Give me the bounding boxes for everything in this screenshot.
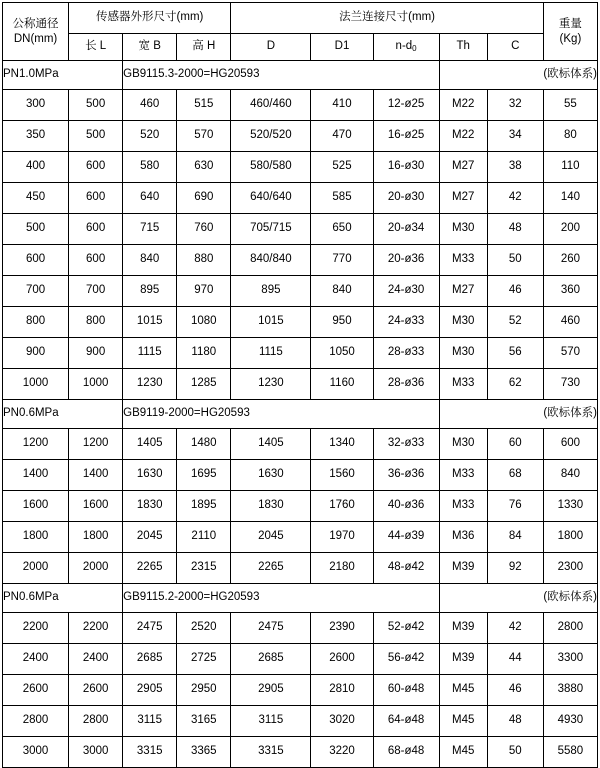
cell-d1: 2600 xyxy=(311,644,373,675)
cell-h: 2110 xyxy=(177,522,231,553)
header-c: C xyxy=(487,34,543,61)
cell-d: 460/460 xyxy=(231,90,311,121)
cell-d: 1115 xyxy=(231,338,311,369)
cell-d: 640/640 xyxy=(231,183,311,214)
cell-b: 3315 xyxy=(123,737,177,768)
cell-dn: 1000 xyxy=(3,369,69,400)
cell-d: 1405 xyxy=(231,429,311,460)
cell-b: 1830 xyxy=(123,491,177,522)
table-header-group-row xyxy=(3,3,598,34)
cell-d: 580/580 xyxy=(231,152,311,183)
cell-dn: 450 xyxy=(3,183,69,214)
cell-l: 1800 xyxy=(69,522,123,553)
band-header-row xyxy=(3,400,598,429)
cell-weight: 5580 xyxy=(543,737,597,768)
header-flange-dimensions: 法兰连接尺寸(mm) xyxy=(231,3,544,34)
cell-l: 1600 xyxy=(69,491,123,522)
cell-h: 630 xyxy=(177,152,231,183)
cell-c: 46 xyxy=(487,675,543,706)
cell-c: 32 xyxy=(487,90,543,121)
cell-b: 2905 xyxy=(123,675,177,706)
cell-c: 48 xyxy=(487,214,543,245)
cell-d1: 525 xyxy=(311,152,373,183)
cell-th: M30 xyxy=(439,214,487,245)
cell-th: M30 xyxy=(439,307,487,338)
cell-d1: 650 xyxy=(311,214,373,245)
header-n-d0 xyxy=(373,34,439,61)
cell-h: 690 xyxy=(177,183,231,214)
cell-h: 1080 xyxy=(177,307,231,338)
band-pressure: PN0.6MPa xyxy=(3,584,123,613)
cell-nd0: 16-ø30 xyxy=(373,152,439,183)
table-row xyxy=(3,675,598,706)
cell-nd0: 56-ø42 xyxy=(373,644,439,675)
cell-h: 3165 xyxy=(177,706,231,737)
cell-weight: 1330 xyxy=(543,491,597,522)
cell-h: 2315 xyxy=(177,553,231,584)
cell-nd0: 40-ø36 xyxy=(373,491,439,522)
cell-d1: 410 xyxy=(311,90,373,121)
cell-l: 600 xyxy=(69,245,123,276)
cell-dn: 2200 xyxy=(3,613,69,644)
cell-b: 715 xyxy=(123,214,177,245)
cell-d1: 2390 xyxy=(311,613,373,644)
cell-d1: 585 xyxy=(311,183,373,214)
cell-dn: 1800 xyxy=(3,522,69,553)
cell-weight: 4930 xyxy=(543,706,597,737)
cell-d1: 1340 xyxy=(311,429,373,460)
cell-h: 1480 xyxy=(177,429,231,460)
header-dn xyxy=(3,3,69,61)
cell-d1: 470 xyxy=(311,121,373,152)
cell-b: 2045 xyxy=(123,522,177,553)
cell-d1: 2810 xyxy=(311,675,373,706)
cell-l: 800 xyxy=(69,307,123,338)
cell-b: 895 xyxy=(123,276,177,307)
cell-c: 42 xyxy=(487,183,543,214)
cell-b: 3115 xyxy=(123,706,177,737)
cell-h: 570 xyxy=(177,121,231,152)
cell-d: 3315 xyxy=(231,737,311,768)
cell-c: 92 xyxy=(487,553,543,584)
cell-d1: 1560 xyxy=(311,460,373,491)
table-row xyxy=(3,737,598,768)
cell-l: 1000 xyxy=(69,369,123,400)
sensor-dimension-table xyxy=(2,2,598,768)
cell-c: 56 xyxy=(487,338,543,369)
cell-th: M36 xyxy=(439,522,487,553)
cell-weight: 360 xyxy=(543,276,597,307)
cell-h: 2950 xyxy=(177,675,231,706)
cell-l: 2200 xyxy=(69,613,123,644)
header-n-d0-subscript: 0 xyxy=(412,44,417,54)
table-row xyxy=(3,491,598,522)
cell-b: 840 xyxy=(123,245,177,276)
cell-th: M45 xyxy=(439,675,487,706)
cell-weight: 110 xyxy=(543,152,597,183)
table-row xyxy=(3,613,598,644)
cell-c: 76 xyxy=(487,491,543,522)
cell-b: 460 xyxy=(123,90,177,121)
cell-l: 2400 xyxy=(69,644,123,675)
cell-c: 46 xyxy=(487,276,543,307)
cell-d: 895 xyxy=(231,276,311,307)
cell-b: 1230 xyxy=(123,369,177,400)
cell-l: 1200 xyxy=(69,429,123,460)
cell-l: 600 xyxy=(69,152,123,183)
cell-c: 34 xyxy=(487,121,543,152)
cell-l: 2000 xyxy=(69,553,123,584)
cell-d: 2475 xyxy=(231,613,311,644)
cell-th: M33 xyxy=(439,245,487,276)
band-header-row xyxy=(3,61,598,90)
cell-h: 1895 xyxy=(177,491,231,522)
cell-d1: 950 xyxy=(311,307,373,338)
cell-d: 1830 xyxy=(231,491,311,522)
header-d: D xyxy=(231,34,311,61)
cell-d: 2905 xyxy=(231,675,311,706)
cell-c: 44 xyxy=(487,644,543,675)
table-row xyxy=(3,644,598,675)
cell-nd0: 20-ø30 xyxy=(373,183,439,214)
cell-nd0: 52-ø42 xyxy=(373,613,439,644)
cell-nd0: 60-ø48 xyxy=(373,675,439,706)
cell-th: M45 xyxy=(439,737,487,768)
header-weight-unit: (Kg) xyxy=(559,32,582,45)
table-row xyxy=(3,522,598,553)
cell-b: 1015 xyxy=(123,307,177,338)
cell-d: 3115 xyxy=(231,706,311,737)
cell-weight: 460 xyxy=(543,307,597,338)
cell-d1: 840 xyxy=(311,276,373,307)
cell-c: 60 xyxy=(487,429,543,460)
table-row xyxy=(3,369,598,400)
cell-nd0: 24-ø30 xyxy=(373,276,439,307)
header-length-l: 长 L xyxy=(69,34,123,61)
cell-h: 2725 xyxy=(177,644,231,675)
band-system: (欧标体系) xyxy=(439,400,597,429)
cell-nd0: 32-ø33 xyxy=(373,429,439,460)
cell-weight: 200 xyxy=(543,214,597,245)
header-th: Th xyxy=(439,34,487,61)
cell-d1: 3220 xyxy=(311,737,373,768)
cell-th: M33 xyxy=(439,369,487,400)
cell-th: M33 xyxy=(439,491,487,522)
band-header-row xyxy=(3,584,598,613)
cell-d: 1015 xyxy=(231,307,311,338)
table-row xyxy=(3,90,598,121)
cell-nd0: 16-ø25 xyxy=(373,121,439,152)
cell-dn: 800 xyxy=(3,307,69,338)
cell-l: 700 xyxy=(69,276,123,307)
cell-b: 2685 xyxy=(123,644,177,675)
table-row xyxy=(3,276,598,307)
cell-nd0: 68-ø48 xyxy=(373,737,439,768)
table-row xyxy=(3,429,598,460)
cell-dn: 1200 xyxy=(3,429,69,460)
cell-weight: 2300 xyxy=(543,553,597,584)
cell-d: 2685 xyxy=(231,644,311,675)
cell-h: 515 xyxy=(177,90,231,121)
cell-l: 1400 xyxy=(69,460,123,491)
cell-h: 1180 xyxy=(177,338,231,369)
band-pressure: PN1.0MPa xyxy=(3,61,123,90)
cell-dn: 3000 xyxy=(3,737,69,768)
table-body xyxy=(3,3,598,768)
cell-d1: 3020 xyxy=(311,706,373,737)
cell-b: 1405 xyxy=(123,429,177,460)
cell-nd0: 36-ø36 xyxy=(373,460,439,491)
cell-c: 52 xyxy=(487,307,543,338)
cell-l: 600 xyxy=(69,183,123,214)
cell-th: M39 xyxy=(439,553,487,584)
table-header-sub-row xyxy=(3,34,598,61)
cell-d1: 1160 xyxy=(311,369,373,400)
cell-l: 2600 xyxy=(69,675,123,706)
cell-l: 2800 xyxy=(69,706,123,737)
table-row xyxy=(3,214,598,245)
cell-d: 705/715 xyxy=(231,214,311,245)
table-row xyxy=(3,706,598,737)
cell-dn: 2000 xyxy=(3,553,69,584)
header-weight-label: 重量 xyxy=(558,18,582,31)
cell-weight: 3300 xyxy=(543,644,597,675)
cell-h: 1285 xyxy=(177,369,231,400)
cell-th: M39 xyxy=(439,644,487,675)
cell-dn: 2600 xyxy=(3,675,69,706)
band-system: (欧标体系) xyxy=(439,61,597,90)
cell-d: 1230 xyxy=(231,369,311,400)
band-standard: GB9115.3-2000=HG20593 xyxy=(123,61,439,90)
cell-th: M30 xyxy=(439,338,487,369)
cell-d1: 1050 xyxy=(311,338,373,369)
cell-c: 38 xyxy=(487,152,543,183)
cell-dn: 700 xyxy=(3,276,69,307)
cell-d1: 2180 xyxy=(311,553,373,584)
cell-dn: 1600 xyxy=(3,491,69,522)
cell-c: 50 xyxy=(487,245,543,276)
cell-weight: 730 xyxy=(543,369,597,400)
cell-weight: 260 xyxy=(543,245,597,276)
cell-d1: 770 xyxy=(311,245,373,276)
cell-nd0: 28-ø33 xyxy=(373,338,439,369)
table-row xyxy=(3,152,598,183)
cell-b: 640 xyxy=(123,183,177,214)
cell-weight: 55 xyxy=(543,90,597,121)
cell-h: 2520 xyxy=(177,613,231,644)
cell-dn: 350 xyxy=(3,121,69,152)
cell-th: M30 xyxy=(439,429,487,460)
cell-d1: 1970 xyxy=(311,522,373,553)
cell-c: 42 xyxy=(487,613,543,644)
cell-th: M27 xyxy=(439,183,487,214)
cell-l: 500 xyxy=(69,121,123,152)
cell-weight: 600 xyxy=(543,429,597,460)
cell-b: 520 xyxy=(123,121,177,152)
cell-b: 580 xyxy=(123,152,177,183)
cell-dn: 2800 xyxy=(3,706,69,737)
cell-c: 62 xyxy=(487,369,543,400)
cell-d: 2045 xyxy=(231,522,311,553)
header-width-b: 宽 B xyxy=(123,34,177,61)
cell-th: M22 xyxy=(439,121,487,152)
table-row xyxy=(3,338,598,369)
cell-dn: 300 xyxy=(3,90,69,121)
cell-l: 900 xyxy=(69,338,123,369)
table-row xyxy=(3,307,598,338)
table-row xyxy=(3,183,598,214)
cell-nd0: 24-ø33 xyxy=(373,307,439,338)
cell-dn: 900 xyxy=(3,338,69,369)
cell-nd0: 20-ø36 xyxy=(373,245,439,276)
cell-weight: 140 xyxy=(543,183,597,214)
cell-d: 1630 xyxy=(231,460,311,491)
cell-h: 760 xyxy=(177,214,231,245)
cell-weight: 3880 xyxy=(543,675,597,706)
cell-dn: 400 xyxy=(3,152,69,183)
cell-d: 520/520 xyxy=(231,121,311,152)
cell-c: 84 xyxy=(487,522,543,553)
header-height-h: 高 H xyxy=(177,34,231,61)
cell-nd0: 48-ø42 xyxy=(373,553,439,584)
table-row xyxy=(3,245,598,276)
cell-c: 48 xyxy=(487,706,543,737)
cell-nd0: 64-ø48 xyxy=(373,706,439,737)
cell-h: 1695 xyxy=(177,460,231,491)
band-system: (欧标体系) xyxy=(439,584,597,613)
cell-l: 500 xyxy=(69,90,123,121)
cell-dn: 500 xyxy=(3,214,69,245)
cell-nd0: 44-ø39 xyxy=(373,522,439,553)
cell-th: M45 xyxy=(439,706,487,737)
header-dn-unit: DN(mm) xyxy=(13,32,58,45)
cell-th: M27 xyxy=(439,152,487,183)
header-d1: D1 xyxy=(311,34,373,61)
cell-c: 50 xyxy=(487,737,543,768)
cell-l: 3000 xyxy=(69,737,123,768)
cell-b: 1630 xyxy=(123,460,177,491)
cell-b: 2265 xyxy=(123,553,177,584)
cell-nd0: 12-ø25 xyxy=(373,90,439,121)
cell-dn: 1400 xyxy=(3,460,69,491)
cell-d1: 1760 xyxy=(311,491,373,522)
band-standard: GB9119-2000=HG20593 xyxy=(123,400,439,429)
cell-nd0: 28-ø36 xyxy=(373,369,439,400)
cell-weight: 80 xyxy=(543,121,597,152)
header-n-d0-text: n-d xyxy=(395,40,413,53)
cell-weight: 840 xyxy=(543,460,597,491)
header-dn-label: 公称通径 xyxy=(12,18,59,31)
cell-d: 840/840 xyxy=(231,245,311,276)
header-sensor-dimensions: 传感器外形尺寸(mm) xyxy=(69,3,231,34)
cell-b: 1115 xyxy=(123,338,177,369)
band-pressure: PN0.6MPa xyxy=(3,400,123,429)
table-row xyxy=(3,460,598,491)
cell-d: 2265 xyxy=(231,553,311,584)
cell-h: 970 xyxy=(177,276,231,307)
cell-h: 880 xyxy=(177,245,231,276)
band-standard: GB9115.2-2000=HG20593 xyxy=(123,584,439,613)
cell-b: 2475 xyxy=(123,613,177,644)
cell-nd0: 20-ø34 xyxy=(373,214,439,245)
cell-th: M39 xyxy=(439,613,487,644)
cell-th: M33 xyxy=(439,460,487,491)
cell-c: 68 xyxy=(487,460,543,491)
cell-weight: 570 xyxy=(543,338,597,369)
table-row xyxy=(3,121,598,152)
cell-dn: 2400 xyxy=(3,644,69,675)
cell-th: M22 xyxy=(439,90,487,121)
cell-l: 600 xyxy=(69,214,123,245)
cell-h: 3365 xyxy=(177,737,231,768)
cell-th: M27 xyxy=(439,276,487,307)
header-weight xyxy=(543,3,597,61)
cell-weight: 1800 xyxy=(543,522,597,553)
cell-dn: 600 xyxy=(3,245,69,276)
cell-weight: 2800 xyxy=(543,613,597,644)
table-row xyxy=(3,553,598,584)
